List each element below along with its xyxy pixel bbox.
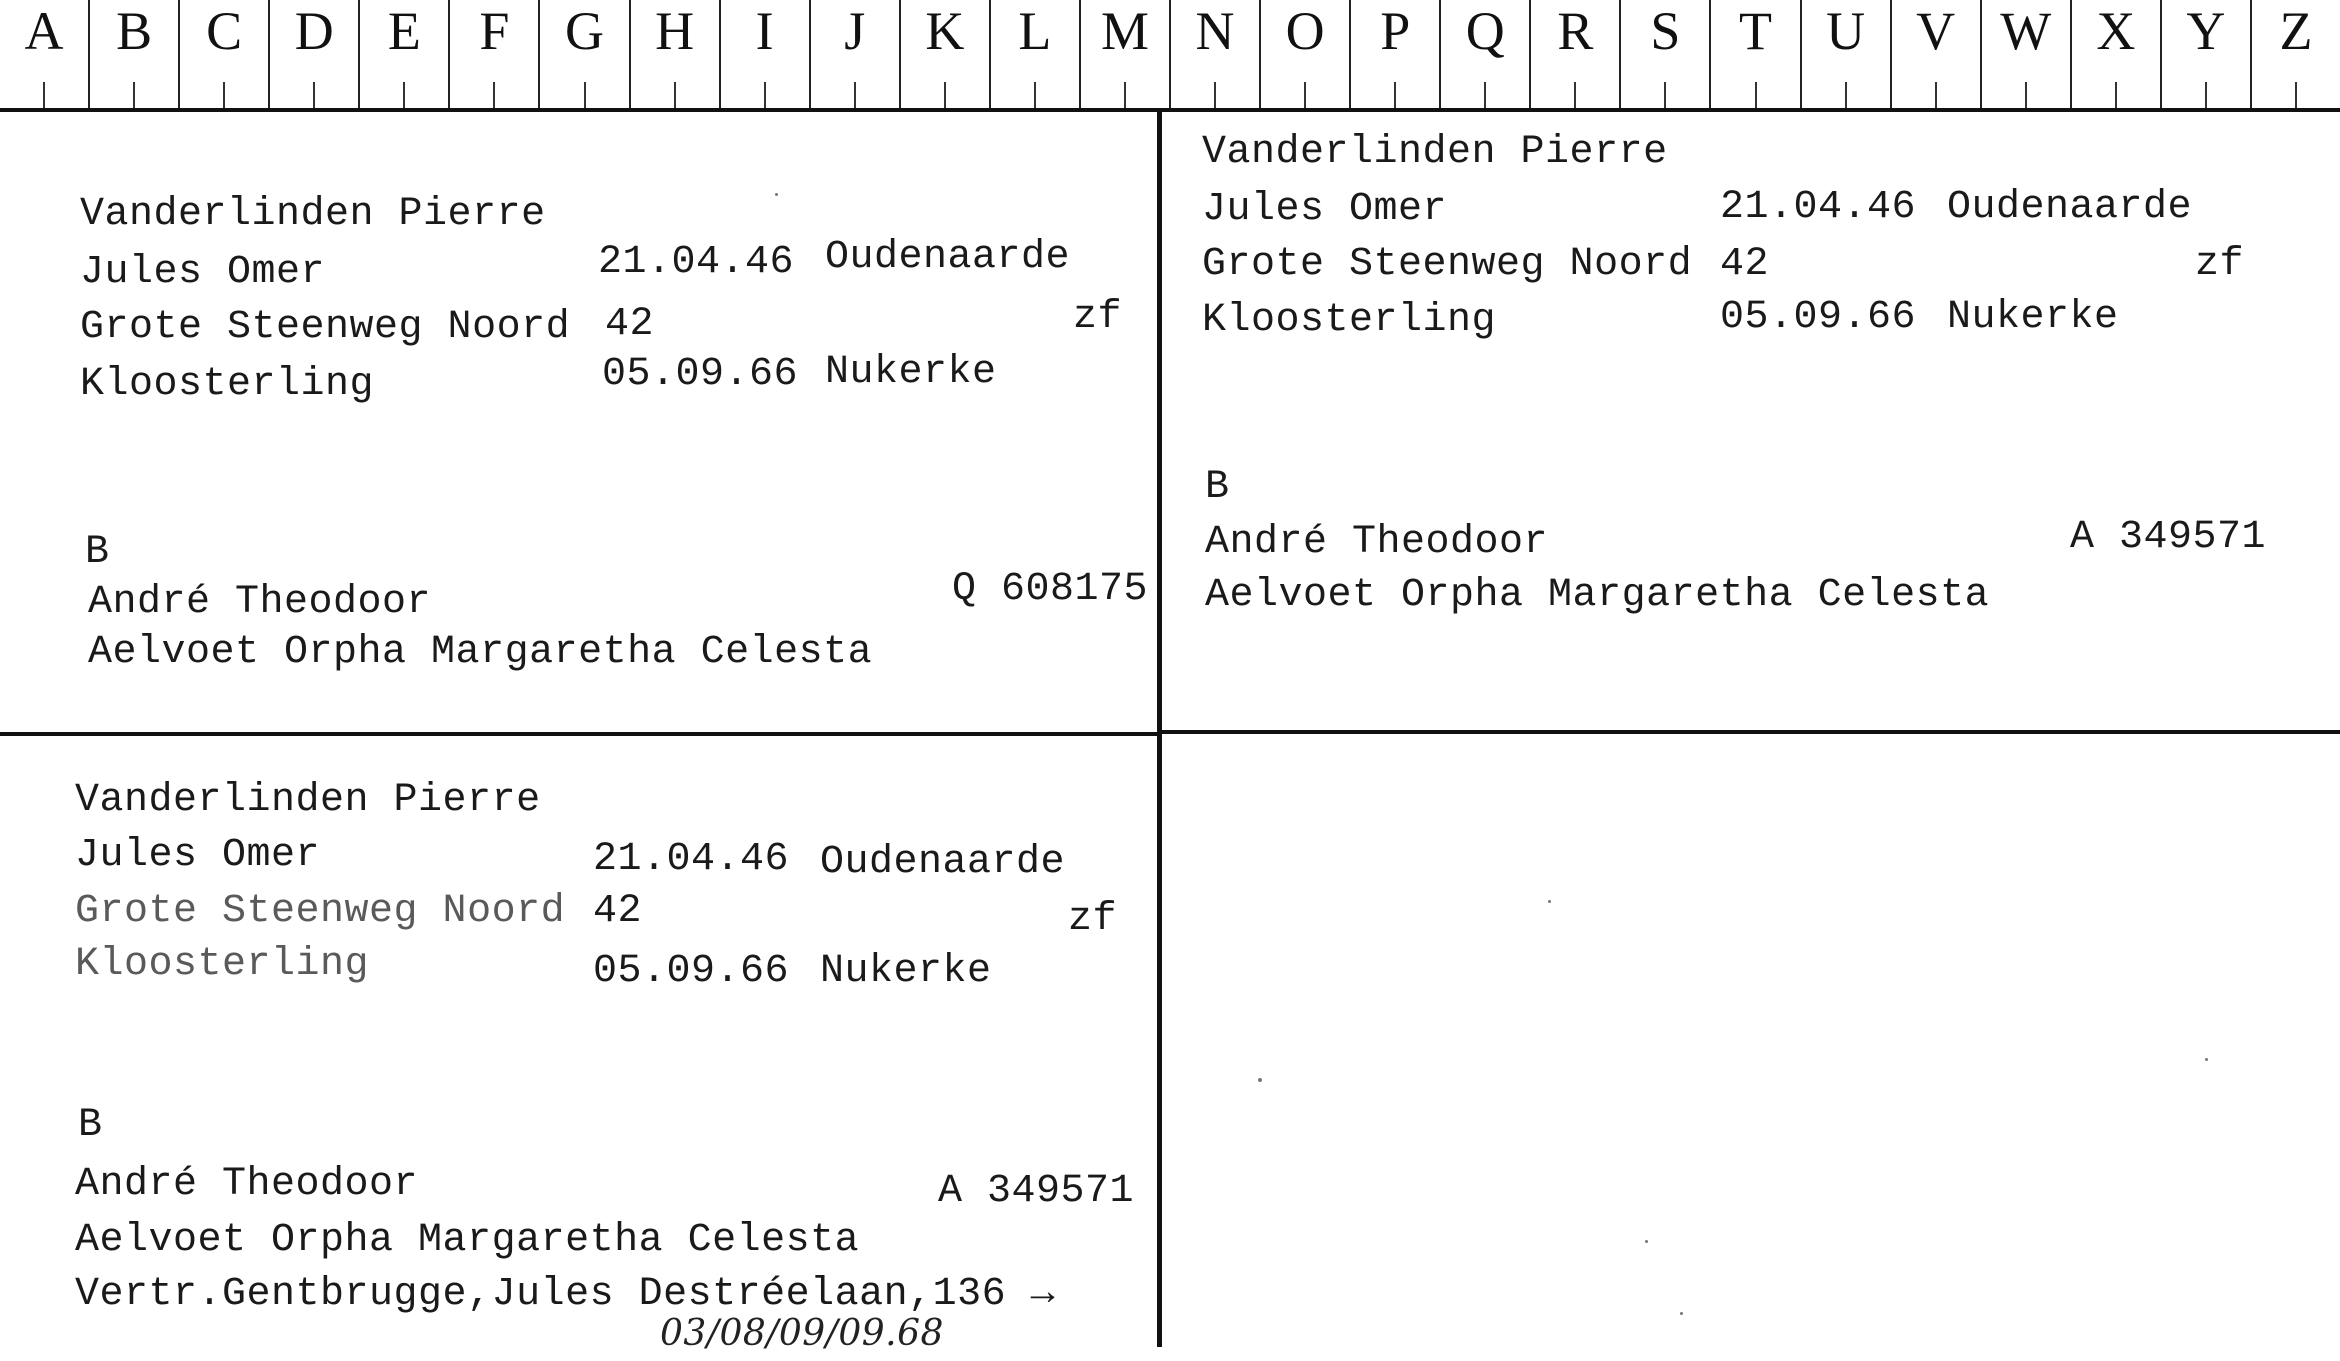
index-letter: R	[1557, 1, 1594, 61]
father-name: André Theodoor	[75, 1162, 419, 1207]
index-tab-z	[2250, 0, 2340, 108]
index-tab-g	[538, 0, 628, 108]
index-tick-mark	[493, 82, 495, 108]
registration-place: Nukerke	[825, 350, 997, 395]
index-letter: D	[294, 1, 334, 61]
index-tab-u	[1800, 0, 1890, 108]
person-name: Vanderlinden Pierre	[80, 192, 546, 237]
category: B	[1205, 465, 1230, 510]
index-letter: K	[925, 1, 965, 61]
index-tick-mark	[674, 82, 676, 108]
scan-speck	[775, 193, 778, 196]
person-name: Vanderlinden Pierre	[75, 778, 541, 823]
index-tick-mark	[2295, 82, 2297, 108]
index-tab-l	[989, 0, 1079, 108]
father-name: André Theodoor	[88, 580, 432, 625]
index-tick-mark	[2115, 82, 2117, 108]
index-tab-q	[1439, 0, 1529, 108]
index-tab-j	[809, 0, 899, 108]
street: Grote Steenweg Noord	[75, 889, 566, 934]
index-tick-mark	[1124, 82, 1126, 108]
vertical-card-divider	[1157, 110, 1162, 1347]
horizontal-card-divider-right	[1160, 730, 2340, 734]
registration-date: 05.09.66	[1720, 295, 1917, 340]
departure-date-handwritten: 03/08/09/09.68	[660, 1313, 944, 1354]
index-letter: A	[24, 1, 64, 61]
index-letter: L	[1018, 1, 1052, 61]
document-number: Q 608175	[952, 567, 1149, 612]
index-tab-w	[1980, 0, 2070, 108]
index-tick-mark	[854, 82, 856, 108]
index-tick-mark	[1755, 82, 1757, 108]
birth-date: 21.04.46	[593, 837, 790, 882]
index-tab-k	[899, 0, 989, 108]
mother-name: Aelvoet Orpha Margaretha Celesta	[75, 1218, 860, 1263]
index-tick-mark	[2205, 82, 2207, 108]
index-tick-mark	[1845, 82, 1847, 108]
index-letter: Z	[2279, 1, 2313, 61]
index-tab-x	[2070, 0, 2160, 108]
index-tab-a	[0, 0, 88, 108]
occupation: Kloosterling	[80, 362, 375, 407]
birth-date: 21.04.46	[598, 240, 795, 285]
index-tab-s	[1619, 0, 1709, 108]
index-letter: N	[1195, 1, 1235, 61]
index-letter: P	[1380, 1, 1411, 61]
scan-speck	[1645, 1240, 1648, 1243]
index-letter: V	[1916, 1, 1956, 61]
index-letter: J	[844, 1, 866, 61]
index-tick-mark	[313, 82, 315, 108]
index-tick-mark	[1214, 82, 1216, 108]
scan-speck	[1680, 1312, 1683, 1315]
index-tab-h	[629, 0, 719, 108]
index-letter: G	[565, 1, 604, 61]
index-tick-mark	[43, 82, 45, 108]
registration-place: Nukerke	[1947, 295, 2119, 340]
occupation: Kloosterling	[75, 942, 370, 987]
index-letter: Q	[1465, 1, 1505, 61]
mother-name: Aelvoet Orpha Margaretha Celesta	[88, 630, 873, 675]
index-letter: H	[655, 1, 695, 61]
index-letter: M	[1100, 1, 1149, 61]
occupation: Kloosterling	[1202, 298, 1497, 343]
birth-place: Oudenaarde	[825, 235, 1071, 280]
index-tick-mark	[403, 82, 405, 108]
house-number: 42	[593, 889, 643, 934]
given-names: Jules Omer	[75, 833, 321, 878]
scan-speck	[1258, 1078, 1262, 1082]
scan-speck	[2205, 1058, 2208, 1061]
given-names: Jules Omer	[80, 250, 326, 295]
registration-date: 05.09.66	[593, 949, 790, 994]
index-letter: F	[479, 1, 510, 61]
index-letter: U	[1826, 1, 1866, 61]
mother-name: Aelvoet Orpha Margaretha Celesta	[1205, 573, 1990, 618]
category: B	[78, 1103, 103, 1148]
index-tick-mark	[1034, 82, 1036, 108]
document-number: A 349571	[938, 1169, 1135, 1214]
index-tick-mark	[2025, 82, 2027, 108]
registration-place: Nukerke	[820, 949, 992, 994]
index-tab-n	[1169, 0, 1259, 108]
index-tab-p	[1349, 0, 1439, 108]
index-tick-mark	[1574, 82, 1576, 108]
marital-status: zf	[1073, 295, 1123, 340]
house-number: 42	[605, 302, 655, 347]
category: B	[85, 530, 110, 575]
index-tick-mark	[764, 82, 766, 108]
index-tab-v	[1890, 0, 1980, 108]
house-number: 42	[1720, 242, 1770, 287]
index-tick-mark	[1664, 82, 1666, 108]
index-tab-i	[719, 0, 809, 108]
index-tab-b	[88, 0, 178, 108]
index-letter: I	[755, 1, 774, 61]
index-tab-c	[178, 0, 268, 108]
index-letter: S	[1650, 1, 1681, 61]
index-letter: Y	[2186, 1, 2226, 61]
index-tab-t	[1709, 0, 1799, 108]
horizontal-card-divider-left	[0, 732, 1160, 736]
index-tick-mark	[133, 82, 135, 108]
index-tick-mark	[1935, 82, 1937, 108]
alphabet-index-strip	[0, 0, 2340, 112]
index-tab-f	[448, 0, 538, 108]
index-tab-m	[1079, 0, 1169, 108]
index-tab-o	[1259, 0, 1349, 108]
scan-speck	[1548, 900, 1551, 903]
father-name: André Theodoor	[1205, 520, 1549, 565]
index-letter: W	[2000, 1, 2052, 61]
index-tick-mark	[223, 82, 225, 108]
index-tick-mark	[584, 82, 586, 108]
street: Grote Steenweg Noord	[1202, 242, 1693, 287]
marital-status: zf	[1068, 897, 1118, 942]
person-name: Vanderlinden Pierre	[1202, 130, 1668, 175]
departure-note: Vertr.Gentbrugge,Jules Destréelaan,136 →	[75, 1272, 1056, 1317]
document-number: A 349571	[2070, 515, 2267, 560]
index-letter: E	[387, 1, 421, 61]
street: Grote Steenweg Noord	[80, 305, 571, 350]
index-letter: X	[2096, 1, 2136, 61]
index-letter: B	[116, 1, 153, 61]
index-letter: O	[1285, 1, 1325, 61]
birth-date: 21.04.46	[1720, 185, 1917, 230]
index-tick-mark	[1484, 82, 1486, 108]
given-names: Jules Omer	[1202, 187, 1448, 232]
index-tick-mark	[1394, 82, 1396, 108]
index-tab-d	[268, 0, 358, 108]
marital-status: zf	[2195, 242, 2245, 287]
index-tab-r	[1529, 0, 1619, 108]
birth-place: Oudenaarde	[820, 840, 1066, 885]
index-letter: C	[206, 1, 243, 61]
birth-place: Oudenaarde	[1947, 185, 2193, 230]
index-tick-mark	[944, 82, 946, 108]
index-tab-e	[358, 0, 448, 108]
index-letter: T	[1739, 1, 1773, 61]
registration-date: 05.09.66	[602, 352, 799, 397]
index-tab-y	[2160, 0, 2250, 108]
index-tick-mark	[1304, 82, 1306, 108]
